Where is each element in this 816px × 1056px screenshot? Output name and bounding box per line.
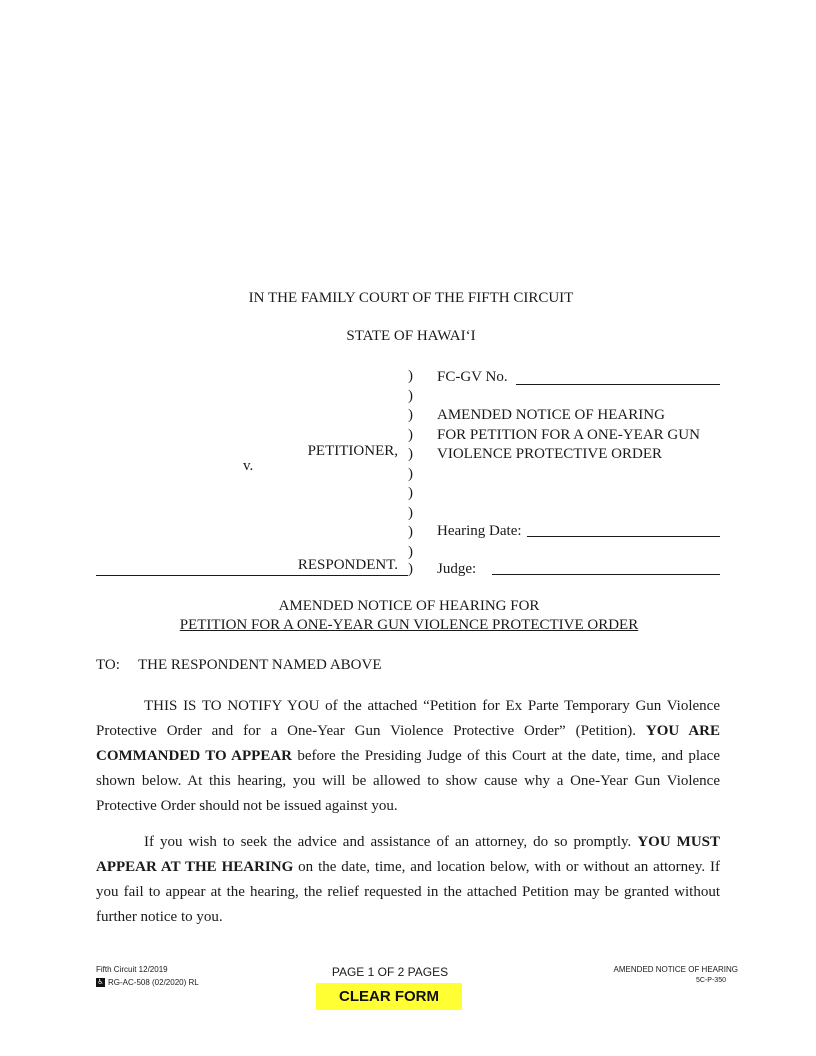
notice-heading-line1: AMENDED NOTICE OF HEARING FOR — [278, 598, 540, 614]
paragraph-2-text-cont: on the date, time, and location below, with or without an attorney. If you fail to appear at the hearing, the relief requested in the attached Petition may be granted without further notice to you. — [96, 859, 720, 925]
paragraph-2-text: If you wish to seek the advice and assistance of an attorney, do so promptly. — [144, 834, 638, 850]
petitioner-label: PETITIONER, — [307, 443, 398, 459]
caption-title-line: FOR PETITION FOR A ONE-YEAR GUN — [437, 426, 700, 443]
judge-label: Judge: — [437, 561, 477, 577]
paren: ) — [408, 387, 413, 404]
paren: ) — [408, 465, 413, 482]
paren: ) — [408, 485, 413, 501]
hearing-date-field[interactable] — [527, 520, 720, 537]
paragraph-2-bold: YOU MUST APPEAR AT THE HEARING — [96, 834, 721, 875]
paren: ) — [408, 504, 413, 521]
notice-heading-line2-text: PETITION FOR A ONE-YEAR GUN VIOLENCE PROTECTIVE ORDER — [179, 617, 639, 633]
to-label: TO: — [96, 657, 120, 673]
court-name: IN THE FAMILY COURT OF THE FIFTH CIRCUIT — [248, 290, 574, 306]
paren: ) — [408, 407, 413, 423]
footer-form-code-text: RG-AC-508 (02/2020) RL — [108, 978, 199, 987]
footer-form-number: 5C-P-350 — [696, 977, 726, 984]
hearing-date-label: Hearing Date: — [437, 523, 522, 539]
footer-form-title: AMENDED NOTICE OF HEARING — [613, 965, 738, 974]
page-count: PAGE 1 OF 2 PAGES — [331, 965, 449, 979]
paragraph-1-text-cont: before the Presiding Judge of this Court at the date, time, and place shown below. At this hearing, you will be allowed to show cause why a One-Year Gun Violence Protective Order should not be issued against you. — [96, 748, 720, 814]
footer-circuit-date: Fifth Circuit 12/2019 — [96, 965, 168, 974]
case-number-field[interactable] — [516, 367, 720, 385]
to-recipient: THE RESPONDENT NAMED ABOVE — [138, 657, 382, 673]
paragraph-1-bold: YOU ARE COMMANDED TO APPEAR — [96, 723, 720, 764]
paren: ) — [408, 368, 413, 384]
paren: ) — [408, 524, 413, 540]
versus-label: v. — [243, 458, 254, 474]
notice-heading-line2 — [0, 617, 816, 634]
state-name: STATE OF HAWAI‘I — [346, 328, 476, 344]
paren: ) — [408, 543, 413, 560]
respondent-label: RESPONDENT. — [297, 557, 398, 573]
clear-form-button[interactable]: CLEAR FORM — [316, 983, 462, 1010]
paren: ) — [408, 561, 413, 577]
judge-field[interactable] — [492, 558, 720, 575]
caption-title-line: AMENDED NOTICE OF HEARING — [437, 407, 665, 423]
paragraph-1-text: THIS IS TO NOTIFY YOU of the attached “Petition for Ex Parte Temporary Gun Violence Protective Order and for a One-Year Gun Violence Protective Order” (Petition). — [96, 698, 720, 739]
notice-paragraph-1 — [96, 694, 720, 819]
caption-title-line: VIOLENCE PROTECTIVE ORDER — [437, 446, 662, 462]
footer-form-code — [96, 978, 199, 987]
wheelchair-icon: ♿ — [97, 979, 104, 987]
notice-paragraph-2 — [96, 830, 720, 930]
paren: ) — [408, 446, 413, 462]
paren: ) — [408, 426, 413, 443]
case-number-label: FC-GV No. — [437, 369, 508, 385]
caption-document-title — [437, 406, 700, 465]
respondent-line — [96, 575, 408, 576]
